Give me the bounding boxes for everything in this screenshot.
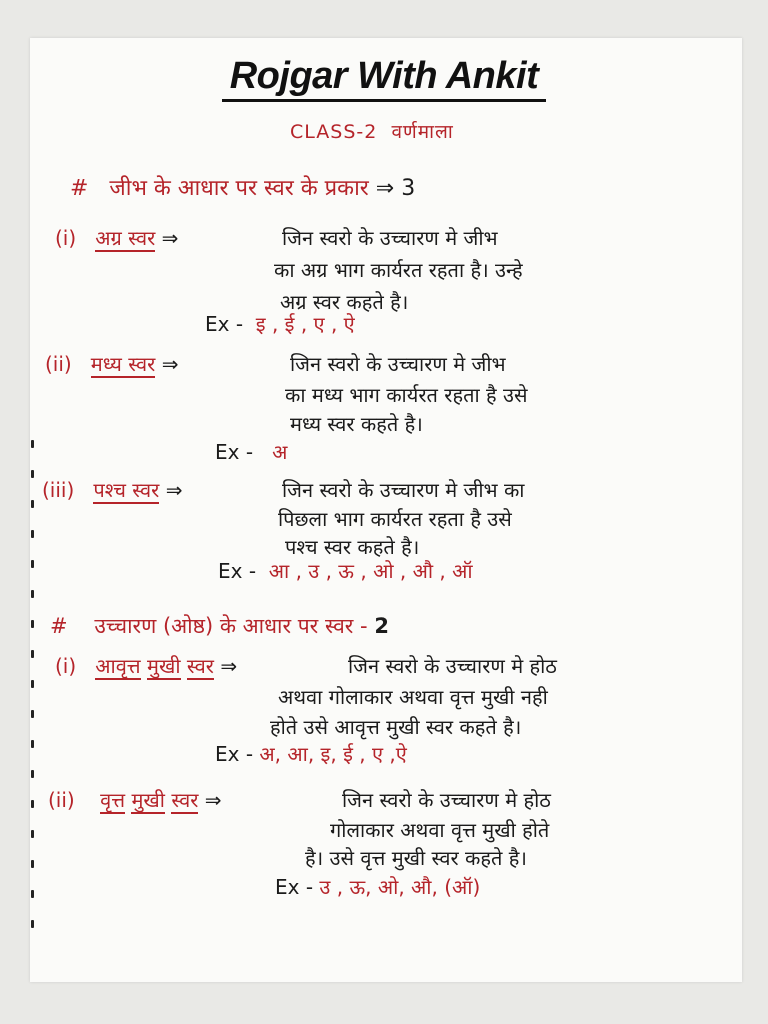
item-central-vowel-example: Ex - अ	[215, 440, 288, 464]
item-central-vowel-def-2: का मध्य भाग कार्यरत रहता है उसे	[285, 383, 528, 407]
item-central-vowel-term: (ii) मध्य स्वर ⇒	[45, 352, 179, 376]
item-back-vowel-def-2: पिछला भाग कार्यरत रहता है उसे	[278, 507, 512, 531]
item-front-vowel-def-3: अग्र स्वर कहते है।	[280, 290, 409, 314]
item-unrounded-def-1: जिन स्वरो के उच्चारण मे होठ	[348, 654, 557, 678]
page-title: Rojgar With Ankit	[0, 55, 768, 98]
item-front-vowel-def-2: का अग्र भाग कार्यरत रहता है। उन्हे	[274, 258, 523, 282]
binder-holes	[31, 440, 34, 950]
item-rounded-def-3: है। उसे वृत्त मुखी स्वर कहते है।	[305, 846, 527, 870]
item-unrounded-def-2: अथवा गोलाकार अथवा वृत्त मुखी नही	[278, 685, 548, 709]
item-rounded-def-1: जिन स्वरो के उच्चारण मे होठ	[342, 788, 551, 812]
item-front-vowel-def-1: जिन स्वरो के उच्चारण मे जीभ	[282, 226, 498, 250]
item-central-vowel-def-1: जिन स्वरो के उच्चारण मे जीभ	[290, 352, 506, 376]
item-back-vowel-def-3: पश्च स्वर कहते है।	[285, 535, 420, 559]
item-rounded-def-2: गोलाकार अथवा वृत्त मुखी होते	[330, 818, 550, 842]
class-subtitle: CLASS-2 वर्णमाला	[290, 121, 454, 143]
section-heading-tongue: # जीभ के आधार पर स्वर के प्रकार ⇒ 3	[70, 176, 416, 201]
item-unrounded-example: Ex - अ, आ, इ, ई , ए ,ऐ	[215, 742, 407, 766]
item-front-vowel-example: Ex - इ , ई , ए , ऐ	[205, 312, 355, 336]
item-back-vowel-example: Ex - आ , उ , ऊ , ओ , औ , ऑ	[218, 559, 473, 583]
item-rounded-example: Ex - उ , ऊ, ओ, औ, (ऑ)	[275, 875, 481, 899]
item-unrounded-term: (i) आवृत्त मुखी स्वर ⇒	[55, 654, 238, 678]
item-front-vowel-term: (i) अग्र स्वर ⇒	[55, 226, 179, 250]
item-back-vowel-term: (iii) पश्च स्वर ⇒	[42, 478, 183, 502]
item-central-vowel-def-3: मध्य स्वर कहते है।	[290, 412, 423, 436]
item-rounded-term: (ii) वृत्त मुखी स्वर ⇒	[48, 788, 222, 812]
item-unrounded-def-3: होते उसे आवृत्त मुखी स्वर कहते है।	[270, 715, 522, 739]
item-back-vowel-def-1: जिन स्वरो के उच्चारण मे जीभ का	[282, 478, 525, 502]
section-heading-lips: # उच्चारण (ओष्ठ) के आधार पर स्वर - 2	[50, 614, 389, 638]
